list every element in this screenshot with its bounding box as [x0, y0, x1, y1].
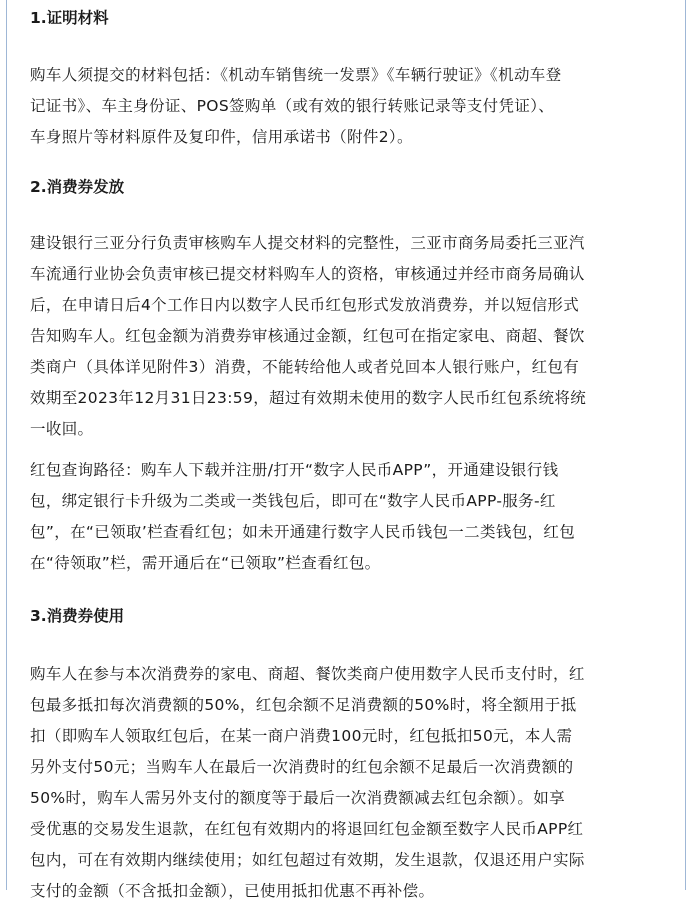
paragraph-line: 告知购车人。红包金额为消费券审核通过金额，红包可在指定家电、商超、餐饮: [30, 327, 585, 345]
paragraph-line: 效期至2023年12月31日23:59，超过有效期未使用的数字人民币红包系统将统: [30, 389, 587, 407]
section-heading-3: 3.消费券使用: [30, 607, 125, 625]
section-3-paragraph-1: [30, 659, 666, 907]
paragraph-line: 购车人须提交的材料包括：《机动车销售统一发票》《车辆行驶证》《机动车登: [30, 66, 562, 84]
paragraph-line: 车流通行业协会负责审核已提交材料购车人的资格，审核通过并经市商务局确认: [30, 265, 585, 283]
paragraph-line: 扣（即购车人领取红包后，在某一商户消费100元时，红包抵扣50元，本人需: [30, 727, 573, 745]
paragraph-line: 记证书》、车主身份证、POS签购单（或有效的银行转账记录等支付凭证）、: [30, 97, 555, 115]
paragraph-line: 受优惠的交易发生退款，在红包有效期内的将退回红包金额至数字人民币APP红: [30, 820, 584, 838]
paragraph-line: 包最多抵扣每次消费额的50%，红包余额不足消费额的50%时，将全额用于抵: [30, 696, 577, 714]
section-1-paragraph-1: [30, 60, 666, 153]
paragraph-line: 包，绑定银行卡升级为二类或一类钱包后，即可在“数字人民币APP-服务-红: [30, 492, 556, 510]
section-2-paragraph-2: [30, 455, 666, 579]
paragraph-line: 包内，可在有效期内继续使用；如红包超过有效期，发生退款，仅退还用户实际: [30, 851, 585, 869]
paragraph-line: 在“待领取”栏，需开通后在“已领取”栏查看红包。: [30, 554, 381, 572]
section-heading-1: 1.证明材料: [30, 9, 109, 27]
section-heading-2: 2.消费券发放: [30, 178, 125, 196]
section-2-paragraph-1: [30, 228, 666, 445]
paragraph-line: 50%时，购车人需另外支付的额度等于最后一次消费额减去红包余额）。如享: [30, 789, 565, 807]
paragraph-line: 车身照片等材料原件及复印件，信用承诺书（附件2）。: [30, 128, 413, 146]
paragraph-line: 类商户（具体详见附件3）消费，不能转给他人或者兑回本人银行账户，红包有: [30, 358, 580, 376]
paragraph-line: 一收回。: [30, 420, 94, 438]
paragraph-line: 支付的金额（不含抵扣金额），已使用抵扣优惠不再补偿。: [30, 882, 435, 900]
paragraph-line: 红包查询路径：购车人下载并注册/打开“数字人民币APP”，开通建设银行钱: [30, 461, 559, 479]
paragraph-line: 另外支付50元；当购车人在最后一次消费时的红包余额不足最后一次消费额的: [30, 758, 574, 776]
paragraph-line: 建设银行三亚分行负责审核购车人提交材料的完整性，三亚市商务局委托三亚汽: [30, 234, 585, 252]
paragraph-line: 后，在申请日后4个工作日内以数字人民币红包形式发放消费券，并以短信形式: [30, 296, 580, 314]
paragraph-line: 包”，在“已领取’栏查看红包；如未开通建行数字人民币钱包一二类钱包，红包: [30, 523, 576, 541]
paragraph-line: 购车人在参与本次消费券的家电、商超、餐饮类商户使用数字人民币支付时，红: [30, 665, 585, 683]
